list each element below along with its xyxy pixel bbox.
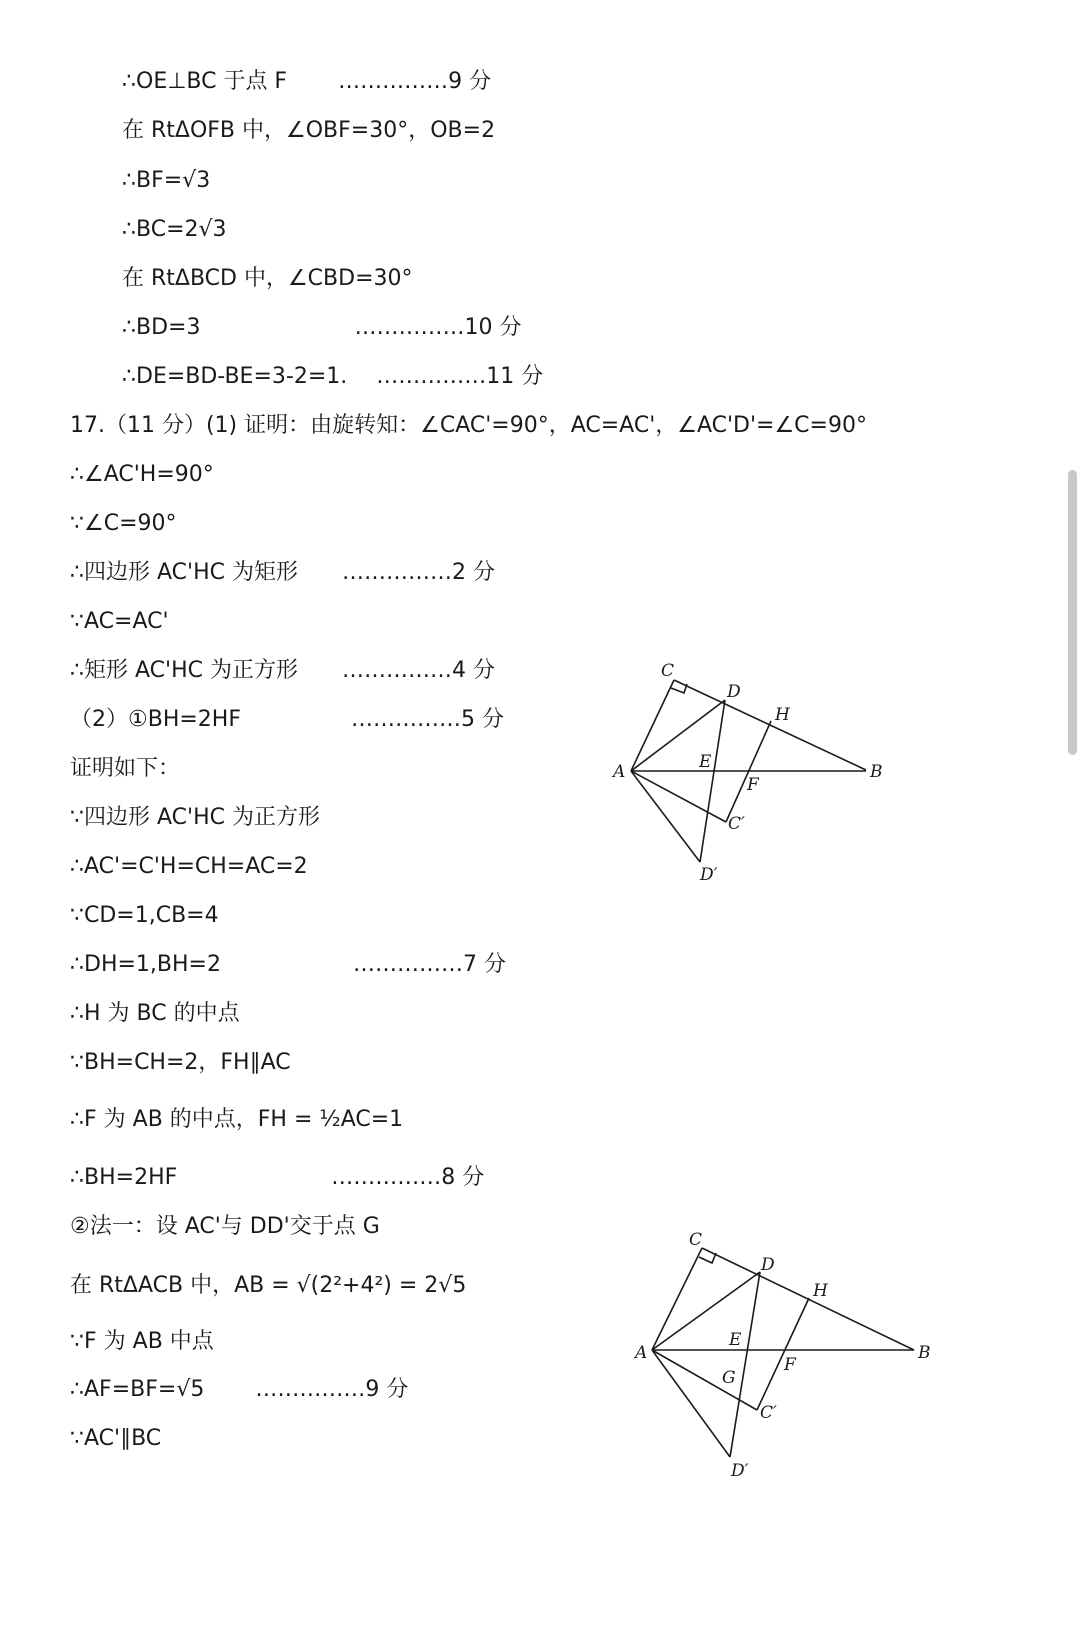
text-line: ∵BH=CH=2，FH∥AC xyxy=(70,1050,291,1075)
text-line: 在 RtΔBCD 中，∠CBD=30° xyxy=(122,266,413,291)
text-line: ∵AC'∥BC xyxy=(70,1426,162,1451)
figure-1-label-c: C xyxy=(661,661,675,681)
figure-1-label-h: H xyxy=(775,705,790,725)
figure-1-label-e: E xyxy=(699,752,712,772)
figure-1-label-c-prime: C′ xyxy=(728,814,745,834)
text-line: ②法一：设 AC'与 DD'交于点 G xyxy=(70,1214,380,1239)
text-line: ∵四边形 AC'HC 为正方形 xyxy=(70,805,320,830)
figure-2-label-b: B xyxy=(918,1343,931,1363)
text-line: 证明如下： xyxy=(70,756,181,781)
figure-2-label-g: G xyxy=(722,1368,736,1388)
text-line: ∴H 为 BC 的中点 xyxy=(70,1001,240,1026)
text-line: ∴∠AC'H=90° xyxy=(70,462,214,487)
figure-1-label-f: F xyxy=(747,775,759,795)
problem-17-heading: 17.（11 分）(1) 证明：由旋转知：∠CAC'=90°，AC=AC'，∠AC'D'=∠C=90° xyxy=(70,413,867,438)
scrollbar[interactable] xyxy=(1068,470,1077,755)
figure-2-label-d: D xyxy=(761,1255,775,1275)
figure-1-label-d-prime: D′ xyxy=(700,865,718,885)
text-line: ∴DH=1,BH=2 ……………7 分 xyxy=(70,952,506,977)
figure-2-label-e: E xyxy=(729,1330,742,1350)
text-line: ∴DE=BD-BE=3-2=1. ……………11 分 xyxy=(122,364,544,389)
figure-1-label-a: A xyxy=(613,762,626,782)
figure-1-label-d: D xyxy=(727,682,741,702)
text-line: ∴BC=2√3 xyxy=(122,217,227,242)
text-line: ∴AF=BF=√5 ……………9 分 xyxy=(70,1377,409,1402)
figure-2-label-d-prime: D′ xyxy=(731,1461,749,1481)
text-line: ∴F 为 AB 的中点，FH = ½AC=1 xyxy=(70,1107,404,1132)
figure-2-label-a: A xyxy=(635,1343,648,1363)
text-line: ∴BH=2HF ……………8 分 xyxy=(70,1165,485,1190)
text-line: ∵CD=1,CB=4 xyxy=(70,903,219,928)
text-line: ∵AC=AC' xyxy=(70,609,169,634)
text-line: ∴四边形 AC'HC 为矩形 ……………2 分 xyxy=(70,560,495,585)
figure-2-label-c: C xyxy=(689,1230,703,1250)
text-line: ∴BD=3 ……………10 分 xyxy=(122,315,522,340)
figure-2-label-f: F xyxy=(784,1355,796,1375)
figure-1-label-b: B xyxy=(870,762,883,782)
text-line: ∴AC'=C'H=CH=AC=2 xyxy=(70,854,308,879)
text-line: （2）①BH=2HF ……………5 分 xyxy=(70,707,504,732)
text-line: ∴矩形 AC'HC 为正方形 ……………4 分 xyxy=(70,658,495,683)
text-line: 在 RtΔOFB 中，∠OBF=30°，OB=2 xyxy=(122,118,496,143)
text-line: ∴BF=√3 xyxy=(122,168,211,193)
text-line: ∵∠C=90° xyxy=(70,511,177,536)
figure-2-lines xyxy=(652,1248,914,1457)
figure-2-label-c-prime: C′ xyxy=(760,1403,777,1423)
text-line: 在 RtΔACB 中，AB = √(2²+4²) = 2√5 xyxy=(70,1273,467,1298)
figure-2-label-h: H xyxy=(813,1281,828,1301)
text-line: ∴OE⊥BC 于点 F ……………9 分 xyxy=(122,69,492,94)
text-line: ∵F 为 AB 中点 xyxy=(70,1329,214,1354)
